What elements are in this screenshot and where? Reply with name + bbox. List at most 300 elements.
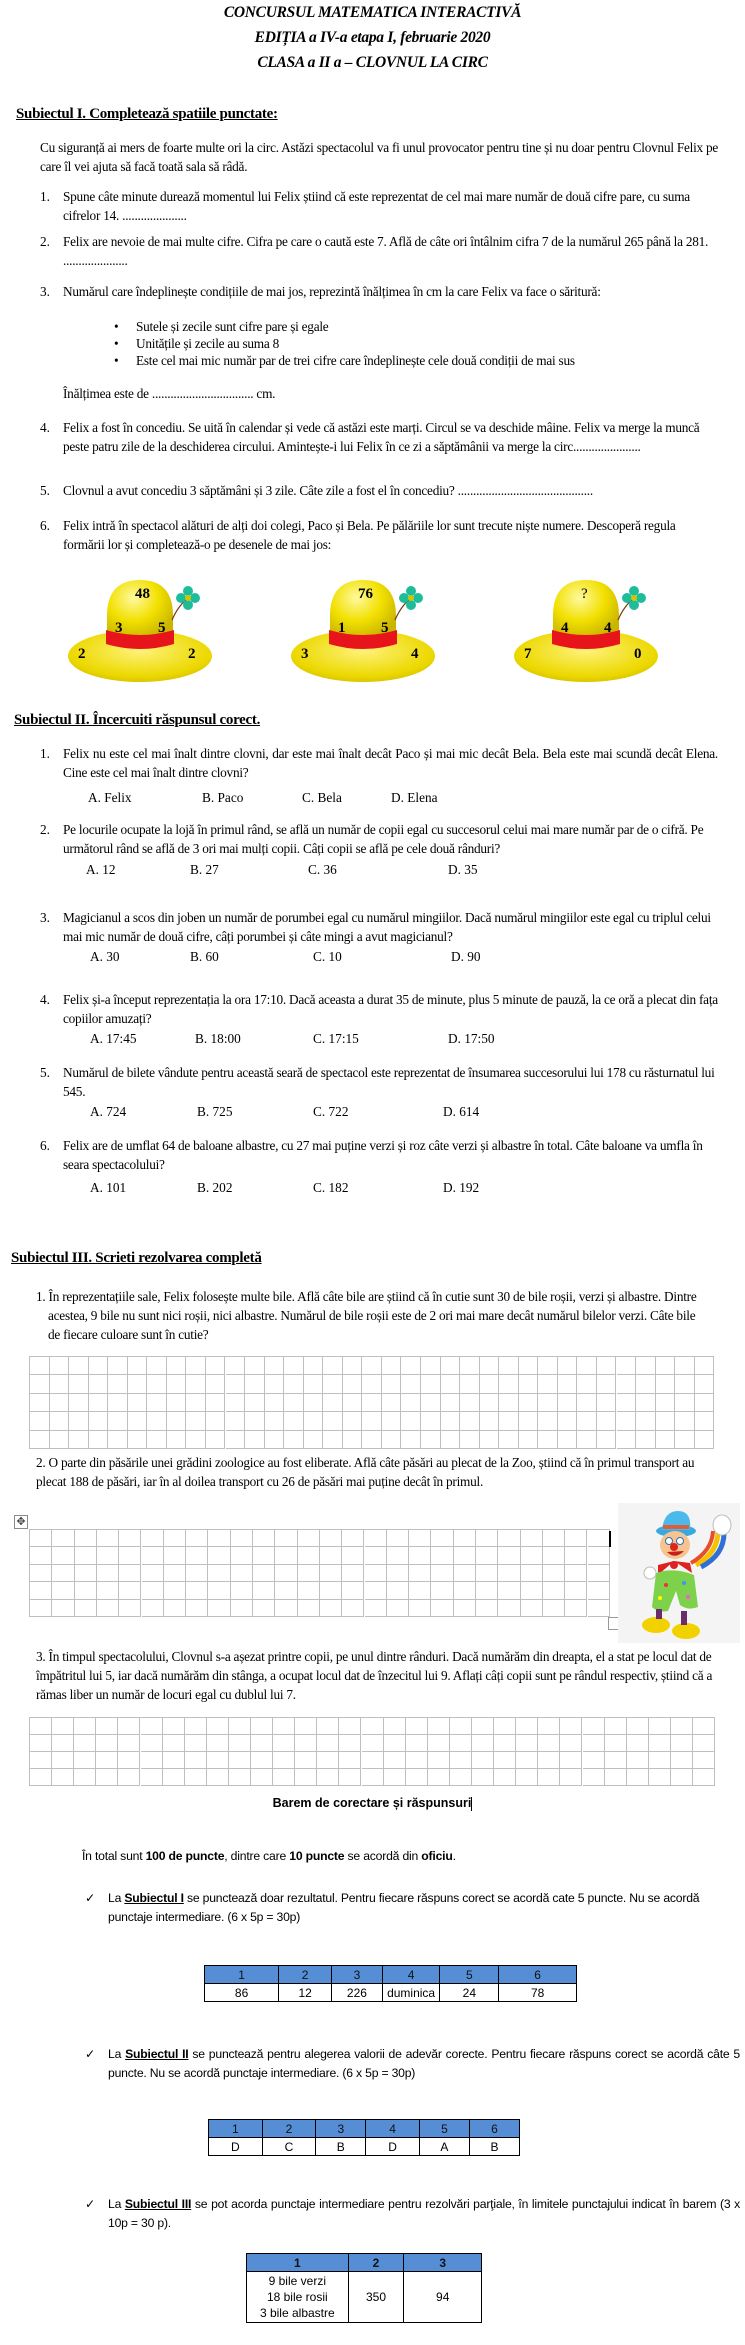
grid-cell[interactable] (284, 1357, 304, 1375)
grid-cell[interactable] (96, 1718, 118, 1735)
grid-cell[interactable] (656, 1431, 676, 1449)
grid-cell[interactable] (50, 1394, 70, 1412)
grid-cell[interactable] (627, 1752, 649, 1769)
grid-cell[interactable] (472, 1718, 494, 1735)
grid-cell[interactable] (460, 1394, 480, 1412)
grid-cell[interactable] (565, 1582, 587, 1599)
grid-cell[interactable] (298, 1530, 320, 1547)
grid-cell[interactable] (560, 1752, 582, 1769)
grid-cell[interactable] (636, 1412, 656, 1430)
grid-cell[interactable] (627, 1769, 649, 1786)
grid-cell[interactable] (454, 1600, 476, 1617)
grid-cell[interactable] (636, 1375, 656, 1393)
grid-cell[interactable] (163, 1752, 185, 1769)
grid-cell[interactable] (558, 1375, 578, 1393)
grid-cell[interactable] (275, 1565, 297, 1582)
grid-cell[interactable] (231, 1565, 253, 1582)
grid-cell[interactable] (519, 1412, 539, 1430)
grid-cell[interactable] (675, 1375, 695, 1393)
grid-cell[interactable] (428, 1718, 450, 1735)
grid-cell[interactable] (583, 1752, 605, 1769)
grid-cell[interactable] (498, 1530, 520, 1547)
grid-cell[interactable] (304, 1412, 324, 1430)
grid-cell[interactable] (142, 1547, 164, 1564)
grid-cell[interactable] (617, 1431, 637, 1449)
grid-cell[interactable] (323, 1412, 343, 1430)
grid-cell[interactable] (52, 1530, 74, 1547)
answer-option[interactable]: B. 60 (190, 949, 219, 964)
grid-cell[interactable] (597, 1357, 617, 1375)
grid-cell[interactable] (167, 1394, 187, 1412)
answer-grid-q2[interactable] (29, 1529, 610, 1617)
grid-cell[interactable] (387, 1582, 409, 1599)
grid-cell[interactable] (89, 1394, 109, 1412)
grid-cell[interactable] (560, 1769, 582, 1786)
grid-cell[interactable] (480, 1357, 500, 1375)
grid-cell[interactable] (108, 1394, 128, 1412)
grid-cell[interactable] (583, 1735, 605, 1752)
grid-cell[interactable] (226, 1394, 246, 1412)
grid-cell[interactable] (30, 1375, 50, 1393)
grid-cell[interactable] (649, 1735, 671, 1752)
grid-cell[interactable] (695, 1375, 715, 1393)
grid-cell[interactable] (460, 1412, 480, 1430)
grid-cell[interactable] (207, 1769, 229, 1786)
grid-cell[interactable] (74, 1752, 96, 1769)
grid-cell[interactable] (226, 1431, 246, 1449)
grid-cell[interactable] (50, 1412, 70, 1430)
grid-cell[interactable] (428, 1735, 450, 1752)
grid-cell[interactable] (119, 1565, 141, 1582)
grid-cell[interactable] (275, 1600, 297, 1617)
grid-cell[interactable] (605, 1752, 627, 1769)
grid-cell[interactable] (295, 1718, 317, 1735)
grid-cell[interactable] (186, 1431, 206, 1449)
grid-cell[interactable] (245, 1412, 265, 1430)
grid-cell[interactable] (441, 1357, 461, 1375)
grid-cell[interactable] (342, 1547, 364, 1564)
grid-cell[interactable] (558, 1357, 578, 1375)
table-move-handle-icon[interactable]: ✥ (14, 1515, 28, 1529)
grid-cell[interactable] (206, 1375, 226, 1393)
grid-cell[interactable] (656, 1412, 676, 1430)
grid-cell[interactable] (265, 1431, 285, 1449)
answer-option[interactable]: C. 36 (308, 862, 337, 877)
grid-cell[interactable] (108, 1375, 128, 1393)
answer-option[interactable]: B. 18:00 (195, 1031, 241, 1046)
grid-cell[interactable] (560, 1718, 582, 1735)
grid-cell[interactable] (387, 1547, 409, 1564)
grid-cell[interactable] (588, 1565, 610, 1582)
grid-cell[interactable] (362, 1375, 382, 1393)
grid-cell[interactable] (30, 1735, 52, 1752)
grid-cell[interactable] (454, 1547, 476, 1564)
grid-cell[interactable] (207, 1752, 229, 1769)
grid-cell[interactable] (186, 1582, 208, 1599)
grid-cell[interactable] (141, 1735, 163, 1752)
grid-cell[interactable] (119, 1530, 141, 1547)
grid-cell[interactable] (421, 1357, 441, 1375)
grid-cell[interactable] (671, 1769, 693, 1786)
grid-cell[interactable] (675, 1357, 695, 1375)
grid-cell[interactable] (75, 1547, 97, 1564)
grid-cell[interactable] (119, 1582, 141, 1599)
grid-cell[interactable] (208, 1547, 230, 1564)
grid-cell[interactable] (323, 1357, 343, 1375)
grid-cell[interactable] (253, 1547, 275, 1564)
grid-cell[interactable] (74, 1769, 96, 1786)
grid-cell[interactable] (273, 1769, 295, 1786)
grid-cell[interactable] (519, 1431, 539, 1449)
grid-cell[interactable] (617, 1357, 637, 1375)
grid-cell[interactable] (516, 1735, 538, 1752)
answer-option[interactable]: B. Paco (202, 790, 244, 805)
grid-cell[interactable] (226, 1357, 246, 1375)
grid-cell[interactable] (409, 1565, 431, 1582)
grid-cell[interactable] (588, 1600, 610, 1617)
grid-cell[interactable] (521, 1530, 543, 1547)
grid-cell[interactable] (382, 1357, 402, 1375)
grid-cell[interactable] (206, 1357, 226, 1375)
grid-cell[interactable] (695, 1357, 715, 1375)
grid-cell[interactable] (164, 1582, 186, 1599)
grid-cell[interactable] (577, 1394, 597, 1412)
answer-option[interactable]: A. 17:45 (90, 1031, 137, 1046)
grid-cell[interactable] (284, 1431, 304, 1449)
grid-cell[interactable] (265, 1394, 285, 1412)
grid-cell[interactable] (362, 1769, 384, 1786)
grid-cell[interactable] (362, 1718, 384, 1735)
answer-option[interactable]: A. 30 (90, 949, 120, 964)
grid-cell[interactable] (206, 1431, 226, 1449)
grid-cell[interactable] (450, 1718, 472, 1735)
grid-cell[interactable] (253, 1582, 275, 1599)
grid-cell[interactable] (649, 1752, 671, 1769)
grid-cell[interactable] (185, 1752, 207, 1769)
grid-cell[interactable] (538, 1375, 558, 1393)
grid-cell[interactable] (472, 1769, 494, 1786)
grid-cell[interactable] (494, 1769, 516, 1786)
grid-cell[interactable] (226, 1375, 246, 1393)
grid-cell[interactable] (362, 1412, 382, 1430)
grid-cell[interactable] (231, 1547, 253, 1564)
grid-cell[interactable] (75, 1565, 97, 1582)
grid-cell[interactable] (693, 1735, 715, 1752)
grid-cell[interactable] (362, 1357, 382, 1375)
grid-cell[interactable] (343, 1357, 363, 1375)
answer-option[interactable]: C. 722 (313, 1104, 349, 1119)
grid-cell[interactable] (142, 1530, 164, 1547)
grid-cell[interactable] (431, 1565, 453, 1582)
grid-cell[interactable] (320, 1530, 342, 1547)
grid-cell[interactable] (454, 1582, 476, 1599)
grid-cell[interactable] (384, 1735, 406, 1752)
grid-cell[interactable] (52, 1735, 74, 1752)
grid-cell[interactable] (649, 1718, 671, 1735)
grid-cell[interactable] (695, 1394, 715, 1412)
grid-cell[interactable] (387, 1600, 409, 1617)
grid-cell[interactable] (265, 1357, 285, 1375)
grid-cell[interactable] (365, 1600, 387, 1617)
grid-cell[interactable] (298, 1547, 320, 1564)
grid-cell[interactable] (142, 1582, 164, 1599)
grid-cell[interactable] (560, 1735, 582, 1752)
grid-cell[interactable] (627, 1718, 649, 1735)
grid-cell[interactable] (460, 1357, 480, 1375)
grid-cell[interactable] (409, 1547, 431, 1564)
grid-cell[interactable] (89, 1357, 109, 1375)
grid-cell[interactable] (50, 1431, 70, 1449)
grid-cell[interactable] (69, 1431, 89, 1449)
grid-cell[interactable] (163, 1769, 185, 1786)
grid-cell[interactable] (163, 1718, 185, 1735)
grid-cell[interactable] (693, 1718, 715, 1735)
grid-cell[interactable] (185, 1718, 207, 1735)
grid-cell[interactable] (97, 1565, 119, 1582)
grid-cell[interactable] (588, 1582, 610, 1599)
answer-option[interactable]: C. Bela (302, 790, 342, 805)
grid-cell[interactable] (460, 1431, 480, 1449)
grid-cell[interactable] (693, 1752, 715, 1769)
grid-cell[interactable] (339, 1735, 361, 1752)
grid-cell[interactable] (208, 1530, 230, 1547)
grid-cell[interactable] (208, 1600, 230, 1617)
grid-cell[interactable] (480, 1431, 500, 1449)
grid-cell[interactable] (323, 1375, 343, 1393)
grid-cell[interactable] (343, 1394, 363, 1412)
grid-cell[interactable] (128, 1431, 148, 1449)
answer-option[interactable]: D. 17:50 (448, 1031, 495, 1046)
grid-cell[interactable] (141, 1718, 163, 1735)
grid-cell[interactable] (207, 1735, 229, 1752)
grid-cell[interactable] (89, 1431, 109, 1449)
grid-cell[interactable] (421, 1412, 441, 1430)
grid-cell[interactable] (365, 1565, 387, 1582)
grid-cell[interactable] (519, 1357, 539, 1375)
grid-cell[interactable] (147, 1357, 167, 1375)
grid-cell[interactable] (543, 1547, 565, 1564)
grid-cell[interactable] (245, 1394, 265, 1412)
grid-cell[interactable] (384, 1769, 406, 1786)
grid-cell[interactable] (521, 1547, 543, 1564)
grid-cell[interactable] (387, 1565, 409, 1582)
grid-cell[interactable] (384, 1718, 406, 1735)
grid-cell[interactable] (362, 1735, 384, 1752)
grid-cell[interactable] (30, 1769, 52, 1786)
grid-cell[interactable] (30, 1718, 52, 1735)
grid-cell[interactable] (343, 1375, 363, 1393)
grid-cell[interactable] (558, 1412, 578, 1430)
answer-option[interactable]: C. 182 (313, 1180, 349, 1195)
grid-cell[interactable] (245, 1431, 265, 1449)
grid-cell[interactable] (494, 1718, 516, 1735)
grid-cell[interactable] (30, 1565, 52, 1582)
grid-cell[interactable] (499, 1375, 519, 1393)
grid-cell[interactable] (30, 1547, 52, 1564)
grid-cell[interactable] (119, 1547, 141, 1564)
grid-cell[interactable] (476, 1600, 498, 1617)
grid-cell[interactable] (186, 1357, 206, 1375)
grid-cell[interactable] (565, 1547, 587, 1564)
grid-cell[interactable] (295, 1769, 317, 1786)
grid-cell[interactable] (558, 1431, 578, 1449)
grid-cell[interactable] (50, 1357, 70, 1375)
grid-cell[interactable] (30, 1530, 52, 1547)
grid-cell[interactable] (499, 1357, 519, 1375)
grid-cell[interactable] (421, 1375, 441, 1393)
grid-cell[interactable] (499, 1412, 519, 1430)
grid-cell[interactable] (97, 1547, 119, 1564)
grid-cell[interactable] (476, 1547, 498, 1564)
grid-cell[interactable] (409, 1600, 431, 1617)
grid-cell[interactable] (30, 1357, 50, 1375)
grid-cell[interactable] (431, 1600, 453, 1617)
grid-cell[interactable] (317, 1735, 339, 1752)
grid-cell[interactable] (516, 1752, 538, 1769)
answer-option[interactable]: A. 101 (90, 1180, 127, 1195)
grid-cell[interactable] (649, 1769, 671, 1786)
answer-option[interactable]: B. 725 (197, 1104, 233, 1119)
grid-cell[interactable] (304, 1357, 324, 1375)
grid-cell[interactable] (317, 1718, 339, 1735)
grid-cell[interactable] (656, 1375, 676, 1393)
grid-cell[interactable] (108, 1357, 128, 1375)
grid-cell[interactable] (406, 1769, 428, 1786)
grid-cell[interactable] (521, 1565, 543, 1582)
grid-cell[interactable] (450, 1735, 472, 1752)
grid-cell[interactable] (226, 1412, 246, 1430)
grid-cell[interactable] (460, 1375, 480, 1393)
grid-cell[interactable] (498, 1547, 520, 1564)
grid-cell[interactable] (565, 1565, 587, 1582)
grid-cell[interactable] (671, 1752, 693, 1769)
grid-cell[interactable] (30, 1752, 52, 1769)
grid-cell[interactable] (167, 1375, 187, 1393)
grid-cell[interactable] (89, 1375, 109, 1393)
grid-cell[interactable] (695, 1431, 715, 1449)
grid-cell[interactable] (480, 1375, 500, 1393)
answer-option[interactable]: A. 12 (86, 862, 116, 877)
grid-cell[interactable] (499, 1394, 519, 1412)
grid-cell[interactable] (164, 1600, 186, 1617)
grid-cell[interactable] (498, 1600, 520, 1617)
grid-cell[interactable] (605, 1735, 627, 1752)
grid-cell[interactable] (565, 1600, 587, 1617)
grid-cell[interactable] (428, 1769, 450, 1786)
grid-cell[interactable] (476, 1565, 498, 1582)
grid-cell[interactable] (52, 1547, 74, 1564)
grid-cell[interactable] (265, 1375, 285, 1393)
grid-cell[interactable] (431, 1582, 453, 1599)
grid-cell[interactable] (96, 1752, 118, 1769)
grid-cell[interactable] (128, 1357, 148, 1375)
grid-cell[interactable] (298, 1565, 320, 1582)
grid-cell[interactable] (472, 1735, 494, 1752)
grid-cell[interactable] (476, 1530, 498, 1547)
grid-cell[interactable] (627, 1735, 649, 1752)
grid-cell[interactable] (30, 1394, 50, 1412)
grid-cell[interactable] (365, 1547, 387, 1564)
grid-cell[interactable] (597, 1375, 617, 1393)
grid-cell[interactable] (30, 1431, 50, 1449)
grid-cell[interactable] (588, 1547, 610, 1564)
grid-cell[interactable] (499, 1431, 519, 1449)
grid-cell[interactable] (97, 1530, 119, 1547)
grid-cell[interactable] (406, 1735, 428, 1752)
grid-cell[interactable] (108, 1431, 128, 1449)
grid-cell[interactable] (298, 1600, 320, 1617)
grid-cell[interactable] (538, 1752, 560, 1769)
grid-cell[interactable] (656, 1394, 676, 1412)
grid-cell[interactable] (251, 1752, 273, 1769)
grid-cell[interactable] (597, 1412, 617, 1430)
grid-cell[interactable] (208, 1565, 230, 1582)
grid-cell[interactable] (69, 1394, 89, 1412)
answer-option[interactable]: C. 10 (313, 949, 342, 964)
grid-cell[interactable] (147, 1412, 167, 1430)
grid-cell[interactable] (185, 1769, 207, 1786)
grid-cell[interactable] (605, 1769, 627, 1786)
grid-cell[interactable] (441, 1394, 461, 1412)
grid-cell[interactable] (251, 1769, 273, 1786)
grid-cell[interactable] (89, 1412, 109, 1430)
grid-cell[interactable] (52, 1769, 74, 1786)
grid-cell[interactable] (498, 1565, 520, 1582)
grid-cell[interactable] (320, 1600, 342, 1617)
grid-cell[interactable] (275, 1547, 297, 1564)
grid-cell[interactable] (384, 1752, 406, 1769)
grid-cell[interactable] (30, 1600, 52, 1617)
grid-cell[interactable] (147, 1431, 167, 1449)
grid-cell[interactable] (273, 1735, 295, 1752)
grid-cell[interactable] (406, 1718, 428, 1735)
grid-cell[interactable] (450, 1769, 472, 1786)
grid-cell[interactable] (636, 1431, 656, 1449)
grid-cell[interactable] (382, 1431, 402, 1449)
grid-cell[interactable] (516, 1769, 538, 1786)
grid-cell[interactable] (320, 1582, 342, 1599)
grid-cell[interactable] (304, 1375, 324, 1393)
grid-cell[interactable] (251, 1735, 273, 1752)
grid-cell[interactable] (577, 1431, 597, 1449)
grid-cell[interactable] (605, 1718, 627, 1735)
grid-cell[interactable] (342, 1565, 364, 1582)
grid-cell[interactable] (229, 1752, 251, 1769)
grid-cell[interactable] (317, 1769, 339, 1786)
grid-cell[interactable] (441, 1375, 461, 1393)
grid-cell[interactable] (163, 1735, 185, 1752)
grid-cell[interactable] (74, 1735, 96, 1752)
grid-cell[interactable] (30, 1582, 52, 1599)
grid-cell[interactable] (454, 1565, 476, 1582)
grid-cell[interactable] (476, 1582, 498, 1599)
grid-cell[interactable] (74, 1718, 96, 1735)
grid-cell[interactable] (273, 1752, 295, 1769)
grid-cell[interactable] (298, 1582, 320, 1599)
answer-option[interactable]: D. 192 (443, 1180, 480, 1195)
grid-cell[interactable] (75, 1530, 97, 1547)
grid-cell[interactable] (675, 1394, 695, 1412)
grid-cell[interactable] (382, 1394, 402, 1412)
grid-cell[interactable] (382, 1412, 402, 1430)
grid-cell[interactable] (558, 1394, 578, 1412)
grid-cell[interactable] (656, 1357, 676, 1375)
grid-cell[interactable] (320, 1547, 342, 1564)
grid-cell[interactable] (265, 1412, 285, 1430)
grid-cell[interactable] (538, 1769, 560, 1786)
grid-cell[interactable] (421, 1394, 441, 1412)
grid-cell[interactable] (409, 1582, 431, 1599)
